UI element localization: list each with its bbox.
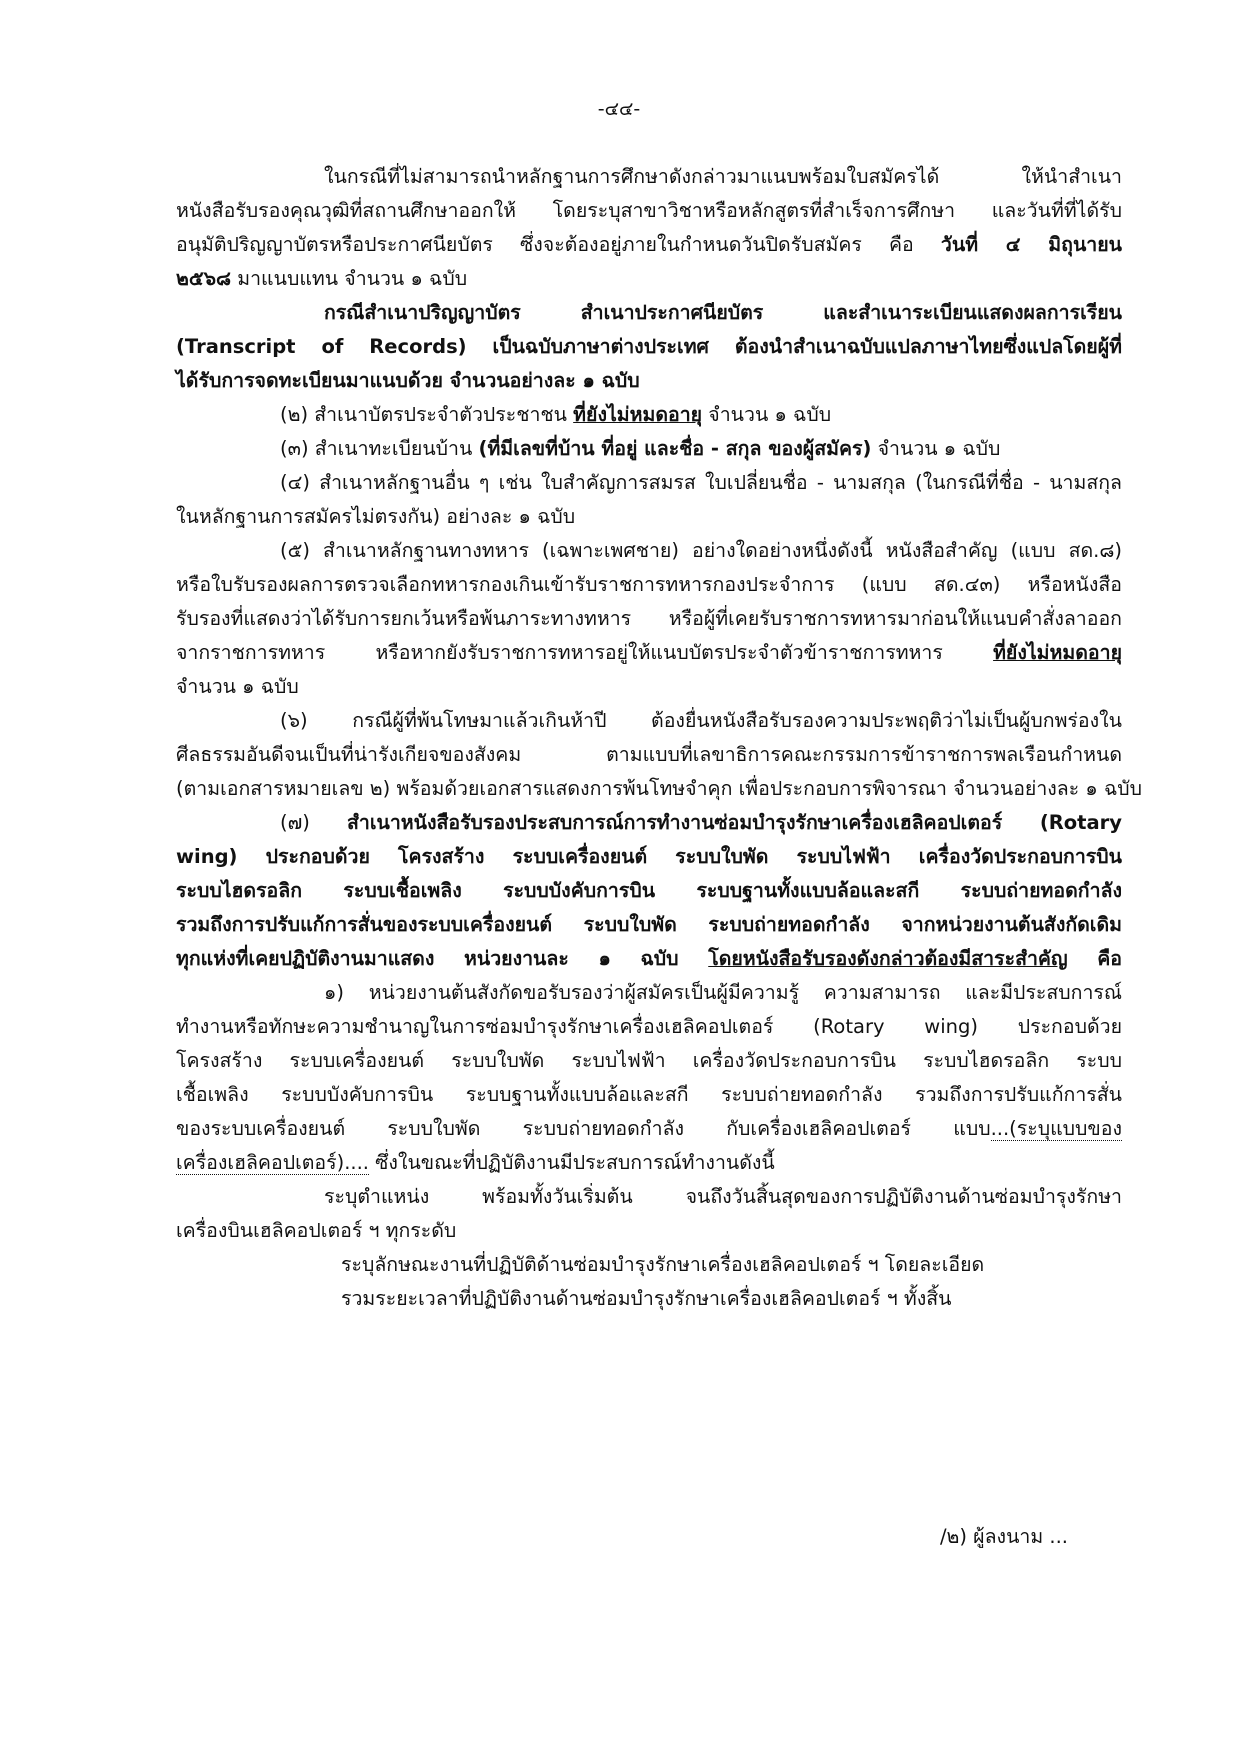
list-item-2 (176, 398, 1122, 432)
sub-item-1: ๑) หน่วยงานต้นสังกัดขอรับรองว่าผู้สมัครเป็นผู้มีความรู้ ความสามารถ และมีประสบการณ์ (324, 981, 1122, 1004)
text-segment: (๒) สำเนาบัตรประจำตัวประชาชน (280, 403, 574, 426)
text-line (176, 1112, 1122, 1146)
emphasis-text: ที่ยังไม่หมดอายุ (993, 641, 1122, 664)
text-line: รับรองที่แสดงว่าได้รับการยกเว้นหรือพ้นภาระทางทหาร หรือผู้ที่เคยรับราชการทหารมาก่อนให้แนบคำสั่งลาออก (176, 607, 1122, 630)
text-line (176, 262, 1122, 296)
text-segment: จำนวน ๑ ฉบับ (871, 437, 1001, 460)
list-item-3 (176, 432, 1122, 466)
text-line: ในกรณีที่ไม่สามารถนำหลักฐานการศึกษาดังกล่าวมาแนบพร้อมใบสมัครได้ ให้นำสำเนา (324, 165, 1122, 188)
list-item-4: (๔) สำเนาหลักฐานอื่น ๆ เช่น ใบสำคัญการสมรส ใบเปลี่ยนชื่อ - นามสกุล (ในกรณีที่ชื่อ - นามสกุล (280, 471, 1122, 494)
text-line: เชื้อเพลิง ระบบบังคับการบิน ระบบฐานทั้งแบบล้อและสกี ระบบถ่ายทอดกำลัง รวมถึงการปรับแก้การสั่น (176, 1083, 1122, 1106)
text-line: ระบบไฮดรอลิก ระบบเชื้อเพลิง ระบบบังคับการบิน ระบบฐานทั้งแบบล้อและสกี ระบบถ่ายทอดกำลัง (176, 879, 1122, 902)
text-segment: (๓) สำเนาทะเบียนบ้าน (280, 437, 479, 460)
deadline-year: ๒๕๖๘ (176, 267, 232, 290)
text-segment: จำนวน ๑ ฉบับ (702, 403, 832, 426)
text-line: ได้รับการจดทะเบียนมาแนบด้วย จำนวนอย่างละ ๑ ฉบับ (176, 369, 640, 392)
text-line: ระบุตำแหน่ง พร้อมทั้งวันเริ่มต้น จนถึงวันสิ้นสุดของการปฏิบัติงานด้านซ่อมบำรุงรักษา (324, 1185, 1122, 1208)
fill-in-field: เครื่องเฮลิคอปเตอร์).... (176, 1151, 369, 1174)
text-segment: คือ (1067, 947, 1122, 970)
text-segment: อนุมัติปริญญาบัตรหรือประกาศนียบัตร ซึ่งจะต้องอยู่ภายในกำหนดวันปิดรับสมัคร คือ (176, 233, 941, 256)
text-line: (ตามเอกสารหมายเลข ๒) พร้อมด้วยเอกสารแสดงการพ้นโทษจำคุก เพื่อประกอบการพิจารณา จำนวนอย่างละ ๑ ฉบับ (176, 777, 1143, 800)
list-item-5: (๕) สำเนาหลักฐานทางทหาร (เฉพาะเพศชาย) อย่างใดอย่างหนึ่งดังนี้ หนังสือสำคัญ (แบบ สด.๘) (280, 539, 1122, 562)
emphasis-text: สำเนาหนังสือรับรองประสบการณ์การทำงานซ่อมบำรุงรักษาเครื่องเฮลิคอปเตอร์ (Rotary (346, 811, 1122, 834)
text-segment: ของระบบเครื่องยนต์ ระบบใบพัด ระบบถ่ายทอดกำลัง กับเครื่องเฮลิคอปเตอร์ แบบ (176, 1117, 991, 1140)
text-line: โครงสร้าง ระบบเครื่องยนต์ ระบบใบพัด ระบบไฟฟ้า เครื่องวัดประกอบการบิน ระบบไฮดรอลิก ระบบ (176, 1049, 1122, 1072)
text-line (176, 228, 1122, 262)
text-line: ในหลักฐานการสมัครไม่ตรงกัน) อย่างละ ๑ ฉบับ (176, 505, 576, 528)
text-segment: มาแนบแทน จำนวน ๑ ฉบับ (231, 267, 468, 290)
text-line: wing) ประกอบด้วย โครงสร้าง ระบบเครื่องยนต์ ระบบใบพัด ระบบไฟฟ้า เครื่องวัดประกอบการบิน (176, 845, 1122, 868)
text-line: (Transcript of Records) เป็นฉบับภาษาต่างประเทศ ต้องนำสำเนาฉบับแปลภาษาไทยซึ่งแปลโดยผู้ที่ (176, 335, 1122, 358)
continuation-marker: /๒) ผู้ลงนาม ... (939, 1525, 1068, 1548)
deadline-date: วันที่ ๔ มิถุนายน (940, 233, 1122, 256)
text-line: กรณีสำเนาปริญญาบัตร สำเนาประกาศนียบัตร และสำเนาระเบียนแสดงผลการเรียน (324, 301, 1122, 324)
text-segment: (๗) (280, 811, 347, 834)
text-line: จำนวน ๑ ฉบับ (176, 675, 299, 698)
document-body (176, 160, 1143, 1316)
text-segment: ซึ่งในขณะที่ปฏิบัติงานมีประสบการณ์ทำงานดังนี้ (368, 1151, 775, 1174)
fill-in-field: ...(ระบุแบบของ (990, 1117, 1122, 1140)
emphasis-text: ที่ยังไม่หมดอายุ (573, 403, 703, 426)
text-line: หนังสือรับรองคุณวุฒิที่สถานศึกษาออกให้ โดยระบุสาขาวิชาหรือหลักสูตรที่สำเร็จการศึกษา และวันที่ที่ได้รับ (176, 199, 1122, 222)
text-segment: จากราชการทหาร หรือหากยังรับราชการทหารอยู่ให้แนบบัตรประจำตัวข้าราชการทหาร (176, 641, 994, 664)
page-number: -๔๔- (597, 98, 641, 120)
text-line: ทำงานหรือทักษะความชำนาญในการซ่อมบำรุงรักษาเครื่องเฮลิคอปเตอร์ (Rotary wing) ประกอบด้วย (176, 1015, 1122, 1038)
list-item-7 (176, 806, 1122, 840)
text-line (176, 1146, 1122, 1180)
text-line: ศีลธรรมอันดีจนเป็นที่น่ารังเกียจของสังคม ตามแบบที่เลขาธิการคณะกรรมการข้าราชการพลเรือนกำหนด (176, 743, 1122, 766)
text-line: หรือใบรับรองผลการตรวจเลือกทหารกองเกินเข้ารับราชการทหารกองประจำการ (แบบ สด.๔๓) หรือหนังสือ (176, 573, 1122, 596)
text-line: เครื่องบินเฮลิคอปเตอร์ ฯ ทุกระดับ (176, 1219, 457, 1242)
text-line: รวมถึงการปรับแก้การสั่นของระบบเครื่องยนต์ ระบบใบพัด ระบบถ่ายทอดกำลัง จากหน่วยงานต้นสังกัดเดิม (176, 913, 1122, 936)
text-line (176, 942, 1122, 976)
emphasis-text: โดยหนังสือรับรองดังกล่าวต้องมีสาระสำคัญ (708, 947, 1068, 970)
text-line: ระบุลักษณะงานที่ปฏิบัติด้านซ่อมบำรุงรักษาเครื่องเฮลิคอปเตอร์ ฯ โดยละเอียด (341, 1253, 985, 1276)
emphasis-text: (ที่มีเลขที่บ้าน ที่อยู่ และชื่อ - สกุล ของผู้สมัคร) (478, 437, 872, 460)
text-line: รวมระยะเวลาที่ปฏิบัติงานด้านซ่อมบำรุงรักษาเครื่องเฮลิคอปเตอร์ ฯ ทั้งสิ้น (341, 1287, 952, 1310)
list-item-6: (๖) กรณีผู้ที่พ้นโทษมาแล้วเกินห้าปี ต้องยื่นหนังสือรับรองความประพฤติว่าไม่เป็นผู้บกพร่องใน (280, 709, 1122, 732)
text-segment: ทุกแห่งที่เคยปฏิบัติงานมาแสดง หน่วยงานละ ๑ ฉบับ (176, 947, 709, 970)
text-line (176, 636, 1122, 670)
